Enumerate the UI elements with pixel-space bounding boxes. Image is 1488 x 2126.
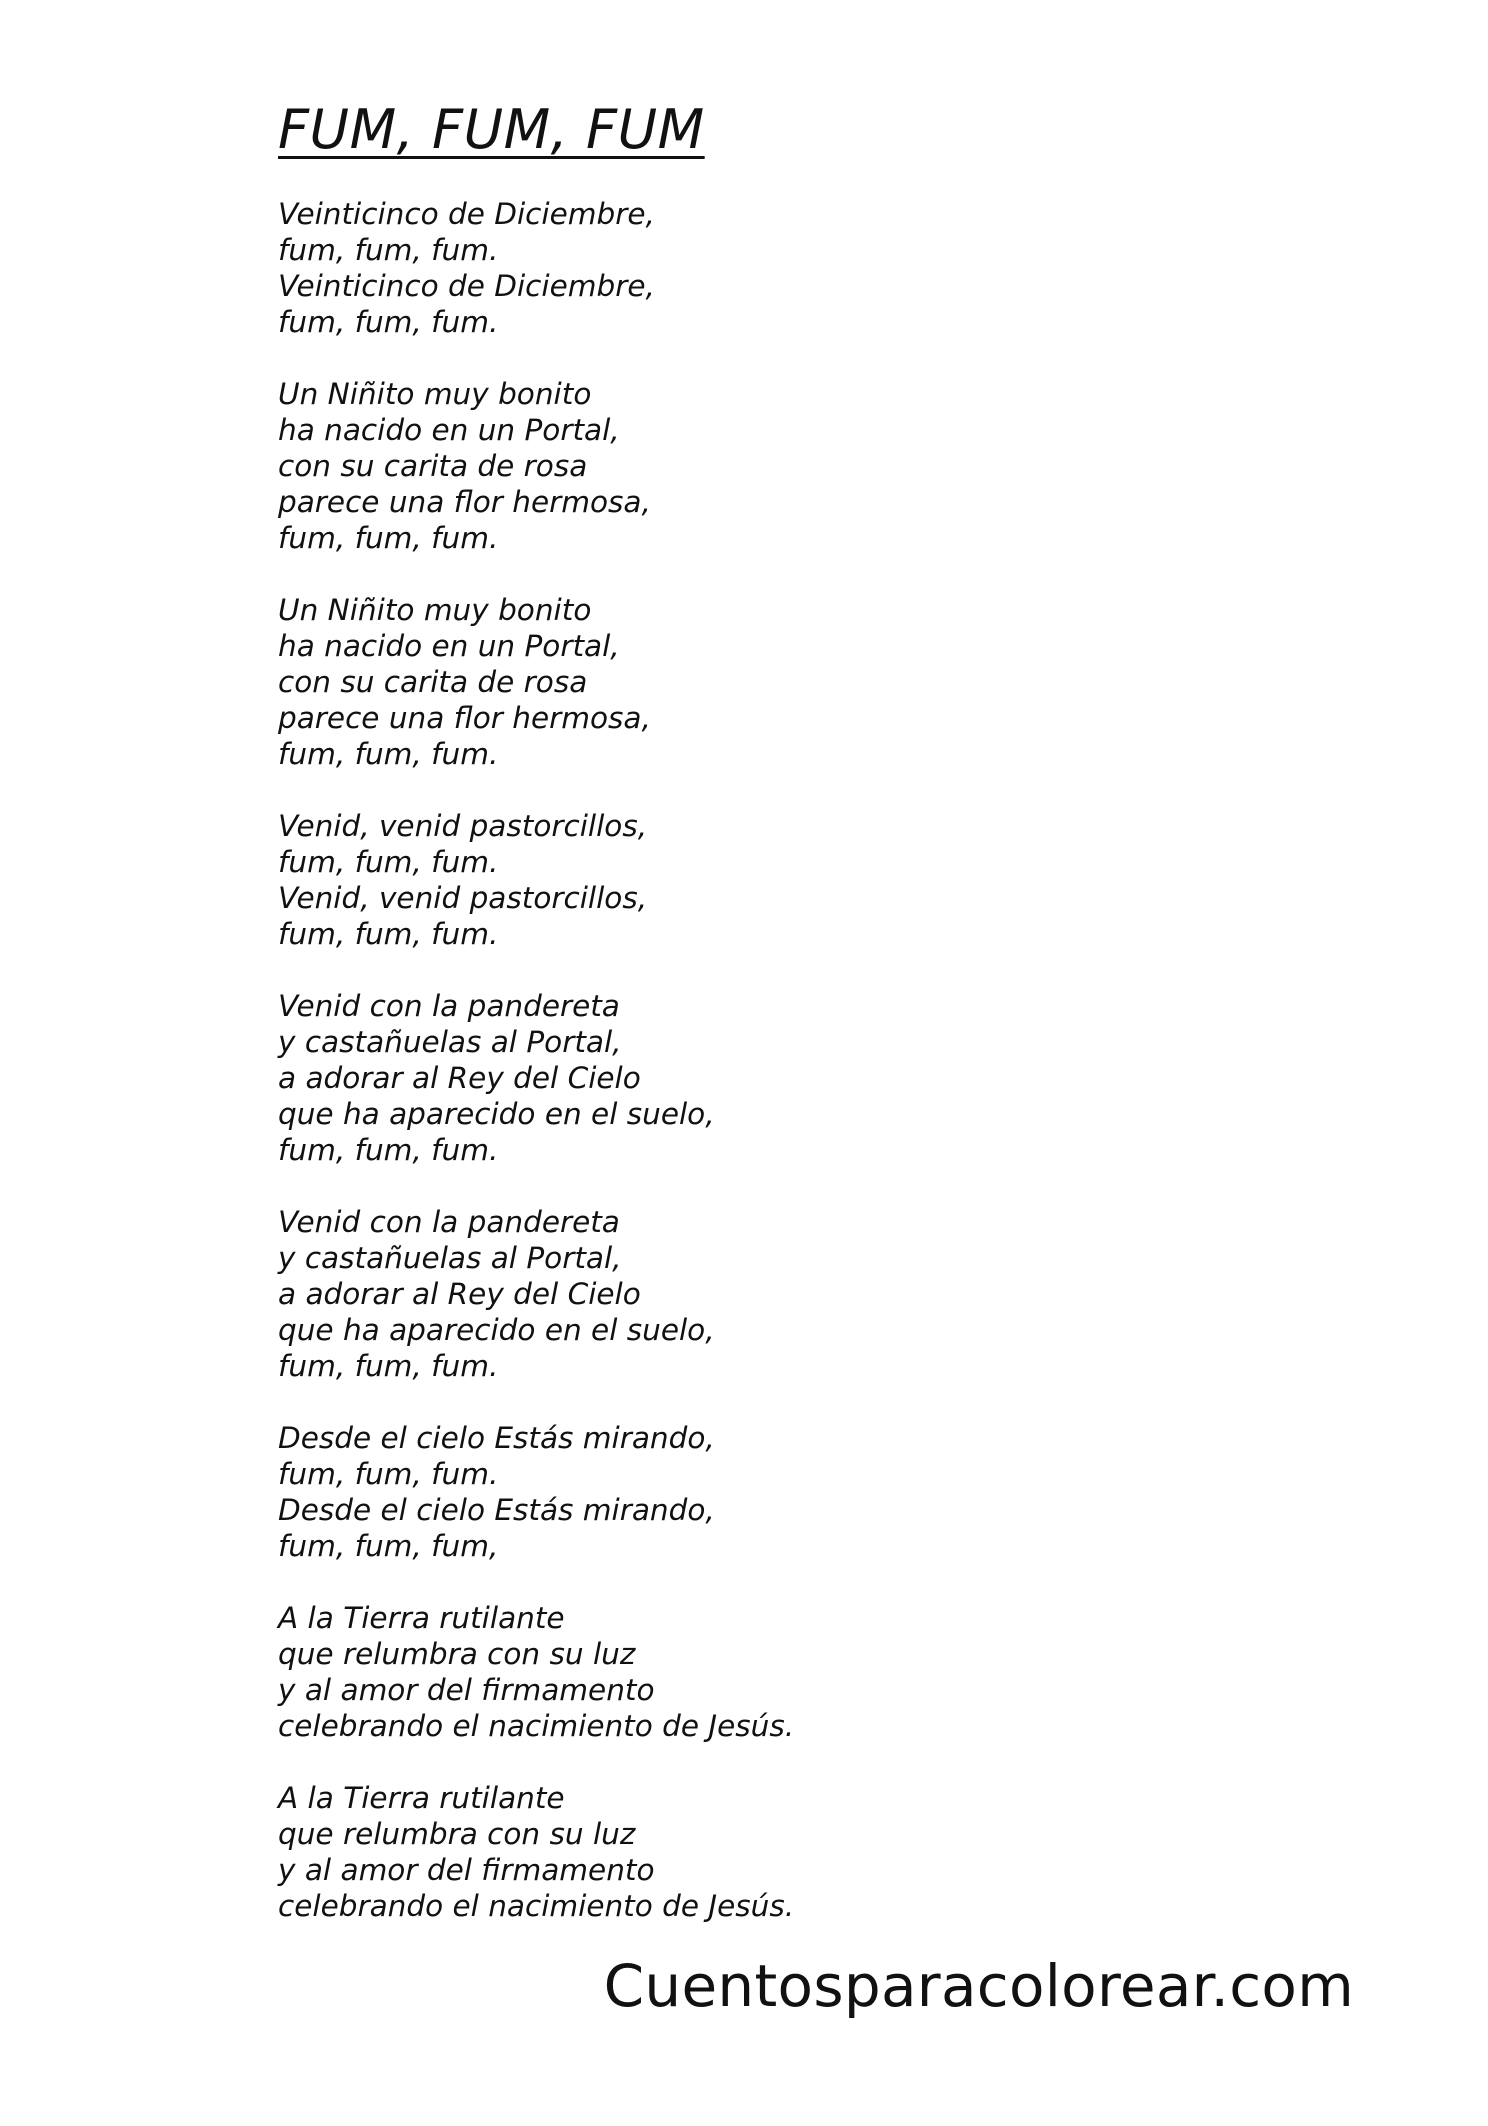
lyric-line: parece una flor hermosa, — [278, 485, 651, 519]
lyric-line: y castañuelas al Portal, — [278, 1241, 622, 1275]
lyric-line: fum, fum, fum. — [278, 305, 499, 339]
stanza — [278, 1780, 1178, 1924]
lyric-line: fum, fum, fum. — [278, 845, 499, 879]
lyric-line: que relumbra con su luz — [278, 1817, 636, 1851]
lyric-line: fum, fum, fum. — [278, 1133, 499, 1167]
stanza — [278, 592, 1178, 772]
lyric-line: Veinticinco de Diciembre, — [278, 269, 655, 303]
lyric-line: fum, fum, fum. — [278, 917, 499, 951]
lyric-line: fum, fum, fum. — [278, 737, 499, 771]
lyric-line: fum, fum, fum. — [278, 521, 499, 555]
lyric-line: parece una flor hermosa, — [278, 701, 651, 735]
stanza — [278, 808, 1178, 952]
stanza — [278, 1204, 1178, 1384]
lyric-line: A la Tierra rutilante — [278, 1601, 565, 1635]
lyric-line: ha nacido en un Portal, — [278, 629, 620, 663]
lyric-line: que ha aparecido en el suelo, — [278, 1097, 715, 1131]
lyric-line: a adorar al Rey del Cielo — [278, 1061, 641, 1095]
lyric-line: Veinticinco de Diciembre, — [278, 197, 655, 231]
lyric-line: con su carita de rosa — [278, 449, 588, 483]
lyric-line: fum, fum, fum. — [278, 233, 499, 267]
lyric-line: fum, fum, fum. — [278, 1349, 499, 1383]
lyric-line: y al amor del firmamento — [278, 1673, 655, 1707]
lyric-line: fum, fum, fum, — [278, 1529, 499, 1563]
lyric-line: A la Tierra rutilante — [278, 1781, 565, 1815]
lyric-line: fum, fum, fum. — [278, 1457, 499, 1491]
site-watermark: Cuentosparacolorear.com — [603, 1952, 1354, 2020]
lyric-line: y al amor del firmamento — [278, 1853, 655, 1887]
stanza — [278, 988, 1178, 1168]
lyric-line: Un Niñito muy bonito — [278, 593, 592, 627]
lyric-line: Desde el cielo Estás mirando, — [278, 1493, 715, 1527]
lyric-line: y castañuelas al Portal, — [278, 1025, 622, 1059]
lyric-line: que relumbra con su luz — [278, 1637, 636, 1671]
lyric-line: Un Niñito muy bonito — [278, 377, 592, 411]
lyric-line: Venid con la pandereta — [278, 989, 620, 1023]
lyric-line: ha nacido en un Portal, — [278, 413, 620, 447]
stanza — [278, 1420, 1178, 1564]
stanza — [278, 1600, 1178, 1744]
lyric-line: que ha aparecido en el suelo, — [278, 1313, 715, 1347]
lyric-line: celebrando el nacimiento de Jesús. — [278, 1709, 795, 1743]
lyric-line: a adorar al Rey del Cielo — [278, 1277, 641, 1311]
lyric-line: Desde el cielo Estás mirando, — [278, 1421, 715, 1455]
stanza — [278, 376, 1178, 556]
lyric-line: celebrando el nacimiento de Jesús. — [278, 1889, 795, 1923]
lyric-line: Venid, venid pastorcillos, — [278, 881, 648, 915]
song-title: FUM, FUM, FUM — [278, 98, 705, 161]
lyric-line: Venid, venid pastorcillos, — [278, 809, 648, 843]
lyric-line: Venid con la pandereta — [278, 1205, 620, 1239]
lyrics-body — [278, 196, 1178, 1960]
lyric-line: con su carita de rosa — [278, 665, 588, 699]
stanza — [278, 196, 1178, 340]
